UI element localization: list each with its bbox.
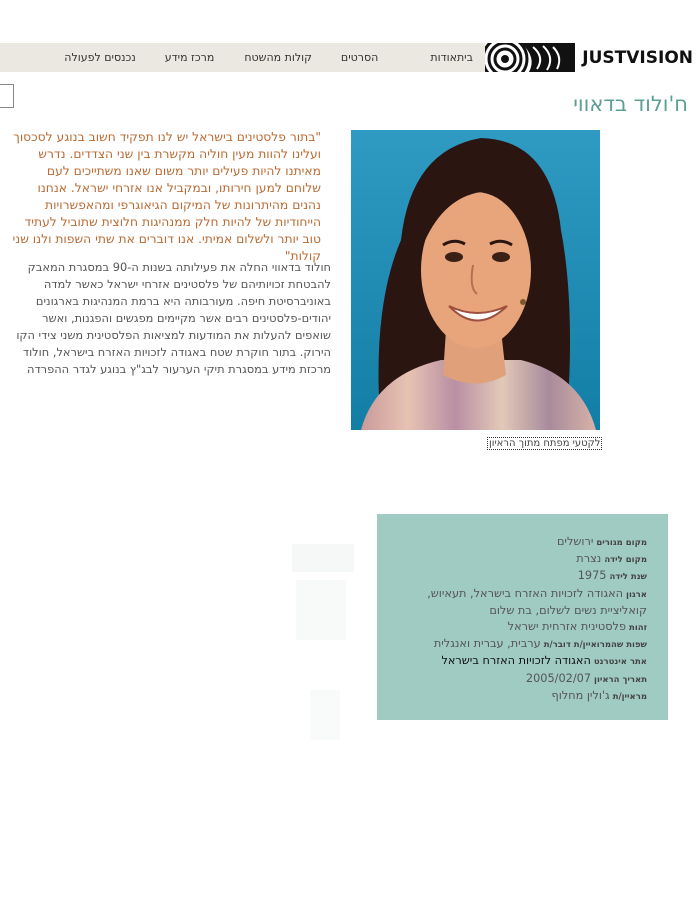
top-navigation-bar [0,43,698,72]
info-row-organization [387,586,647,619]
interview-clips-link[interactable]: לקטעי מפתח מתוך הראיון [489,438,601,449]
website-link[interactable]: האגודה לזכויות האזרח בישראל [441,654,591,668]
info-label: מראיין/ת [612,691,647,702]
info-value: ג'ולין מחלוף [551,688,610,702]
nav-menu [35,43,473,72]
info-row-interview-date [387,671,647,688]
info-value: 1975 [577,569,607,583]
info-label: שנת לידה [609,572,647,583]
info-row-birth-year [387,568,647,585]
info-label: ארגון [626,589,647,600]
interviewee-photo [351,130,600,430]
info-label: אתר אינטרנט [593,657,647,668]
info-row-residence [387,534,647,551]
nav-item-take-action[interactable]: נכנסים לפעולה [64,51,136,64]
side-panel-button[interactable] [0,84,14,108]
info-row-website [387,653,647,670]
profile-info-box [377,514,668,720]
info-value: 2005/02/07 [525,671,592,685]
faint-background-graphic [290,540,360,750]
info-value: האגודה לזכויות האזרח בישראל, תעאיוש, קואליציית נשים לשלום, בת שלום [427,586,647,617]
interviewee-quote: "בתור פלסטינים בישראל יש לנו תפקיד חשוב בנוגע לסכסוך ועלינו להוות מעין חוליה מקשרת בין שני הצדדים. נדרש מאיתנו להיות פעילים יותר משום שאנו משתייכים לעם שלוחם למען חירותו, ובמקביל אנו אזרחי ישראל. אנחנו נהנים מהיתרונות של המיקום הגיאוגרפי ומהאפשרויות הייחודיות של להיות חלק ממנהיגות חלוצית שתוביל לעתיד טוב יותר ולשלום אמיתי. אנו דוברים את שתי השפות ולנו שני קולות" [12,130,321,263]
nav-item-films[interactable]: הסרטים [340,51,379,64]
justvision-logo[interactable] [485,43,698,72]
nav-item-about[interactable]: אודות [430,51,457,64]
page-title: ח'ולוד בדאווי [573,92,688,116]
info-value: ירושלים [556,535,594,548]
nav-item-info-center[interactable]: מרכז מידע [164,51,215,64]
info-label: זהות [629,623,647,634]
profile-info-list [387,534,647,705]
info-label: מקום לידה [604,555,647,566]
info-row-identity [387,619,647,636]
info-label: מקום מגורים [596,538,647,548]
nav-item-home[interactable]: בית [456,51,473,64]
portrait-image [351,130,600,430]
interviewee-bio: חולוד בדאווי החלה את פעילותה בשנות ה-90 במסגרת המאבק להבטחת זכויותיהם של פלסטינים אזרחי ישראל כאשר למדה באוניברסיטת חיפה. מעורבותה היא ברמת המנהיגות בארגונים יהודים-פלסטינים רבים אשר מקיימים מפגשים והפגנות, ואשר שואפים להעלות את המודעות למציאות הפלסטינית משני צידי הקו הירוק. בתור חוקרת שטח באגודה לזכויות האזרח בישראל, חולוד מרכזת מידע במסגרת תיקי הערעור לבג"ץ בנוגע לגדר ההפרדה [16,260,331,376]
nav-item-voices[interactable]: קולות מהשטח [244,51,312,64]
info-value: נצרת [576,552,602,566]
info-row-languages [387,636,647,653]
info-row-birthplace [387,551,647,568]
info-value: ערבית, עברית ואנגלית [433,637,541,651]
logo-text: JUSTVISION [582,48,693,68]
info-value: פלסטינית אזרחית ישראל [507,620,627,634]
info-label: תאריך הראיון [594,674,647,685]
info-label: שפות שהמרואיין/ת דובר/ת [543,640,647,651]
logo-swirl-icon [485,43,575,72]
info-row-interviewer [387,688,647,705]
